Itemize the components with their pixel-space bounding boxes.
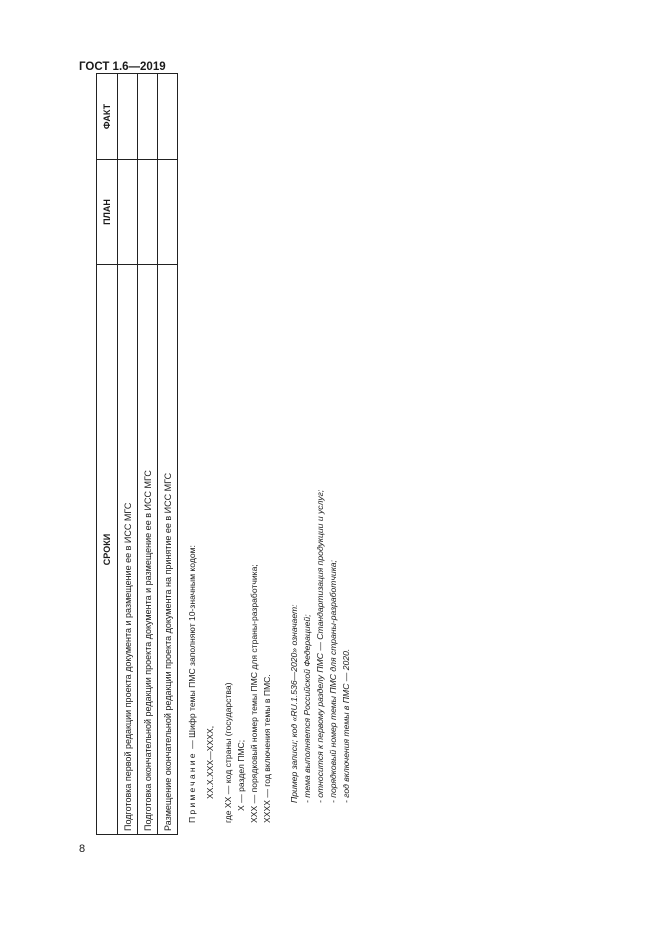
column-header-fact: ФАКТ: [97, 74, 118, 160]
column-header-plan: ПЛАН: [97, 160, 118, 265]
table-cell-term: Подготовка окончательной редакции проекта документа и размещение ее в ИСС МГС: [138, 265, 158, 835]
note-text: — Шифр темы ПМС заполняют 10-значным кодом:: [187, 545, 197, 752]
document-header: ГОСТ 1.6—2019: [79, 61, 166, 73]
example-item: - год включения темы в ПМС — 2020.: [341, 648, 351, 803]
table-cell-plan: [158, 160, 178, 265]
table-row: [118, 74, 138, 835]
note-label: Примечание: [187, 751, 197, 823]
table-cell-fact: [138, 74, 158, 160]
note-heading: [186, 103, 199, 823]
column-header-terms: СРОКИ: [97, 265, 118, 835]
note-where-year: XXXX — год включения темы в ПМС.: [262, 674, 272, 823]
schedule-table: [96, 73, 178, 835]
table-header-row: [97, 74, 118, 835]
table-row: [158, 74, 178, 835]
note-where-section: X — раздел ПМС;: [236, 739, 246, 811]
table-cell-term: Размещение окончательной редакции проекта документа на принятие ее в ИСС МГС: [158, 265, 178, 835]
page-number: 8: [79, 843, 86, 855]
example-item: - относится к первому разделу ПМС — Стандартизация продукции и услуг;: [315, 489, 325, 803]
table-cell-plan: [138, 160, 158, 265]
table-cell-plan: [118, 160, 138, 265]
note-example: [288, 103, 353, 823]
note-format: XX.X.XXX—XXXX,: [205, 725, 215, 799]
note-where-country: где XX — код страны (государства): [223, 682, 233, 823]
table-cell-term: Подготовка первой редакции проекта документа и размещение ее в ИСС МГС: [118, 265, 138, 835]
example-intro: Пример записи; код «RU.1.536—2020» означает:: [289, 604, 299, 803]
example-item: - тема выполняется Российской Федерацией;: [302, 614, 312, 803]
note-block: [186, 103, 353, 823]
table-row: [138, 74, 158, 835]
table-cell-fact: [118, 74, 138, 160]
example-item: - порядковый номер темы ПМС для страны-разработчика;: [328, 560, 338, 803]
rotated-content: [96, 95, 376, 835]
note-where-number: XXX — порядковый номер темы ПМС для страны-разработчика;: [249, 564, 259, 823]
table-cell-fact: [158, 74, 178, 160]
